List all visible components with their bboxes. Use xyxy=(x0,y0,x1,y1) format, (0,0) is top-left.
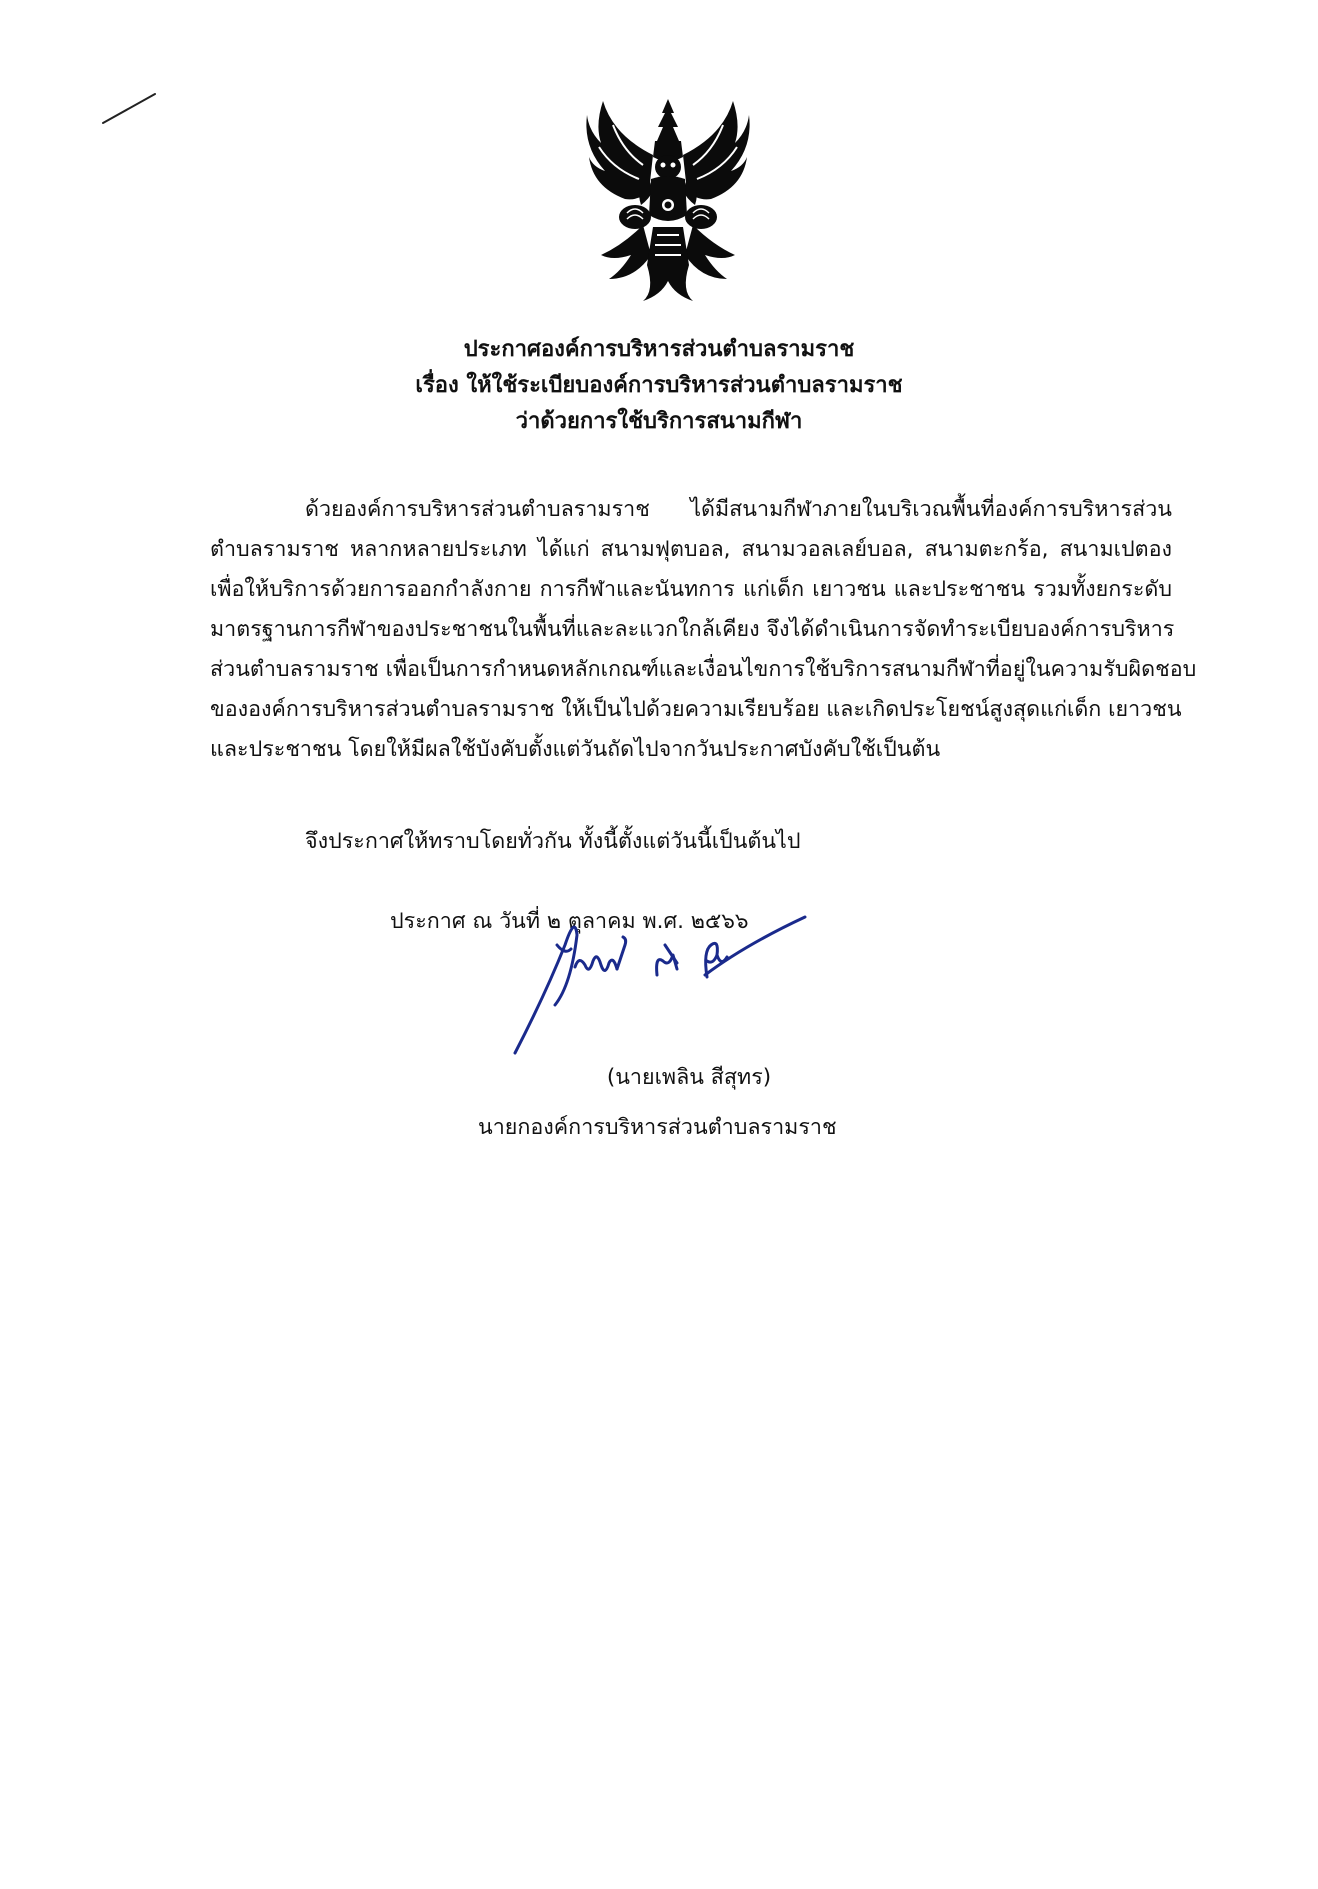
body-line: ด้วยองค์การบริหารส่วนตำบลรามราช ได้มีสนามกีฬาภายในบริเวณพื้นที่องค์การบริหารส่วน xyxy=(305,497,1172,522)
signer-title: นายกองค์การบริหารส่วนตำบลรามราช xyxy=(478,1115,837,1140)
heading-line-3: ว่าด้วยการใช้บริการสนามกีฬา xyxy=(515,409,803,434)
body-line: เพื่อให้บริการด้วยการออกกำลังกาย การกีฬาและนันทการ แก่เด็ก เยาวชน และประชาชน รวมทั้งยกระดับ xyxy=(210,577,1172,602)
handwritten-signature xyxy=(505,905,905,1055)
body-paragraph xyxy=(210,490,1197,770)
document-heading xyxy=(0,332,1318,440)
signer-name: (นายเพลิน สีสุทร) xyxy=(606,1065,772,1090)
stray-pen-mark xyxy=(100,88,160,128)
body-line: ส่วนตำบลรามราช เพื่อเป็นการกำหนดหลักเกณฑ์และเงื่อนไขการใช้บริการสนามกีฬาที่อยู่ในความรับผิดชอบ xyxy=(210,657,1197,682)
garuda-emblem xyxy=(583,95,753,305)
date-line: ประกาศ ณ วันที่ ๒ ตุลาคม พ.ศ. ๒๕๖๖ xyxy=(390,909,749,934)
heading-line-2: เรื่อง ให้ใช้ระเบียบองค์การบริหารส่วนตำบลรามราช xyxy=(415,373,903,398)
body-line: ตำบลรามราช หลากหลายประเภท ได้แก่ สนามฟุตบอล, สนามวอลเลย์บอล, สนามตะกร้อ, สนามเปตอง xyxy=(210,537,1172,562)
body-line: ขององค์การบริหารส่วนตำบลรามราช ให้เป็นไปด้วยความเรียบร้อย และเกิดประโยชน์สูงสุดแก่เด็ก เยาวชน xyxy=(210,697,1182,722)
body-line: และประชาชน โดยให้มีผลใช้บังคับตั้งแต่วันถัดไปจากวันประกาศบังคับใช้เป็นต้น xyxy=(210,737,941,762)
announcement-line: จึงประกาศให้ทราบโดยทั่วกัน ทั้งนี้ตั้งแต่วันนี้เป็นต้นไป xyxy=(305,829,801,854)
body-line: มาตรฐานการกีฬาของประชาชนในพื้นที่และละแวกใกล้เคียง จึงได้ดำเนินการจัดทำระเบียบองค์การบริหาร xyxy=(210,617,1175,642)
heading-line-1: ประกาศองค์การบริหารส่วนตำบลรามราช xyxy=(463,337,855,362)
